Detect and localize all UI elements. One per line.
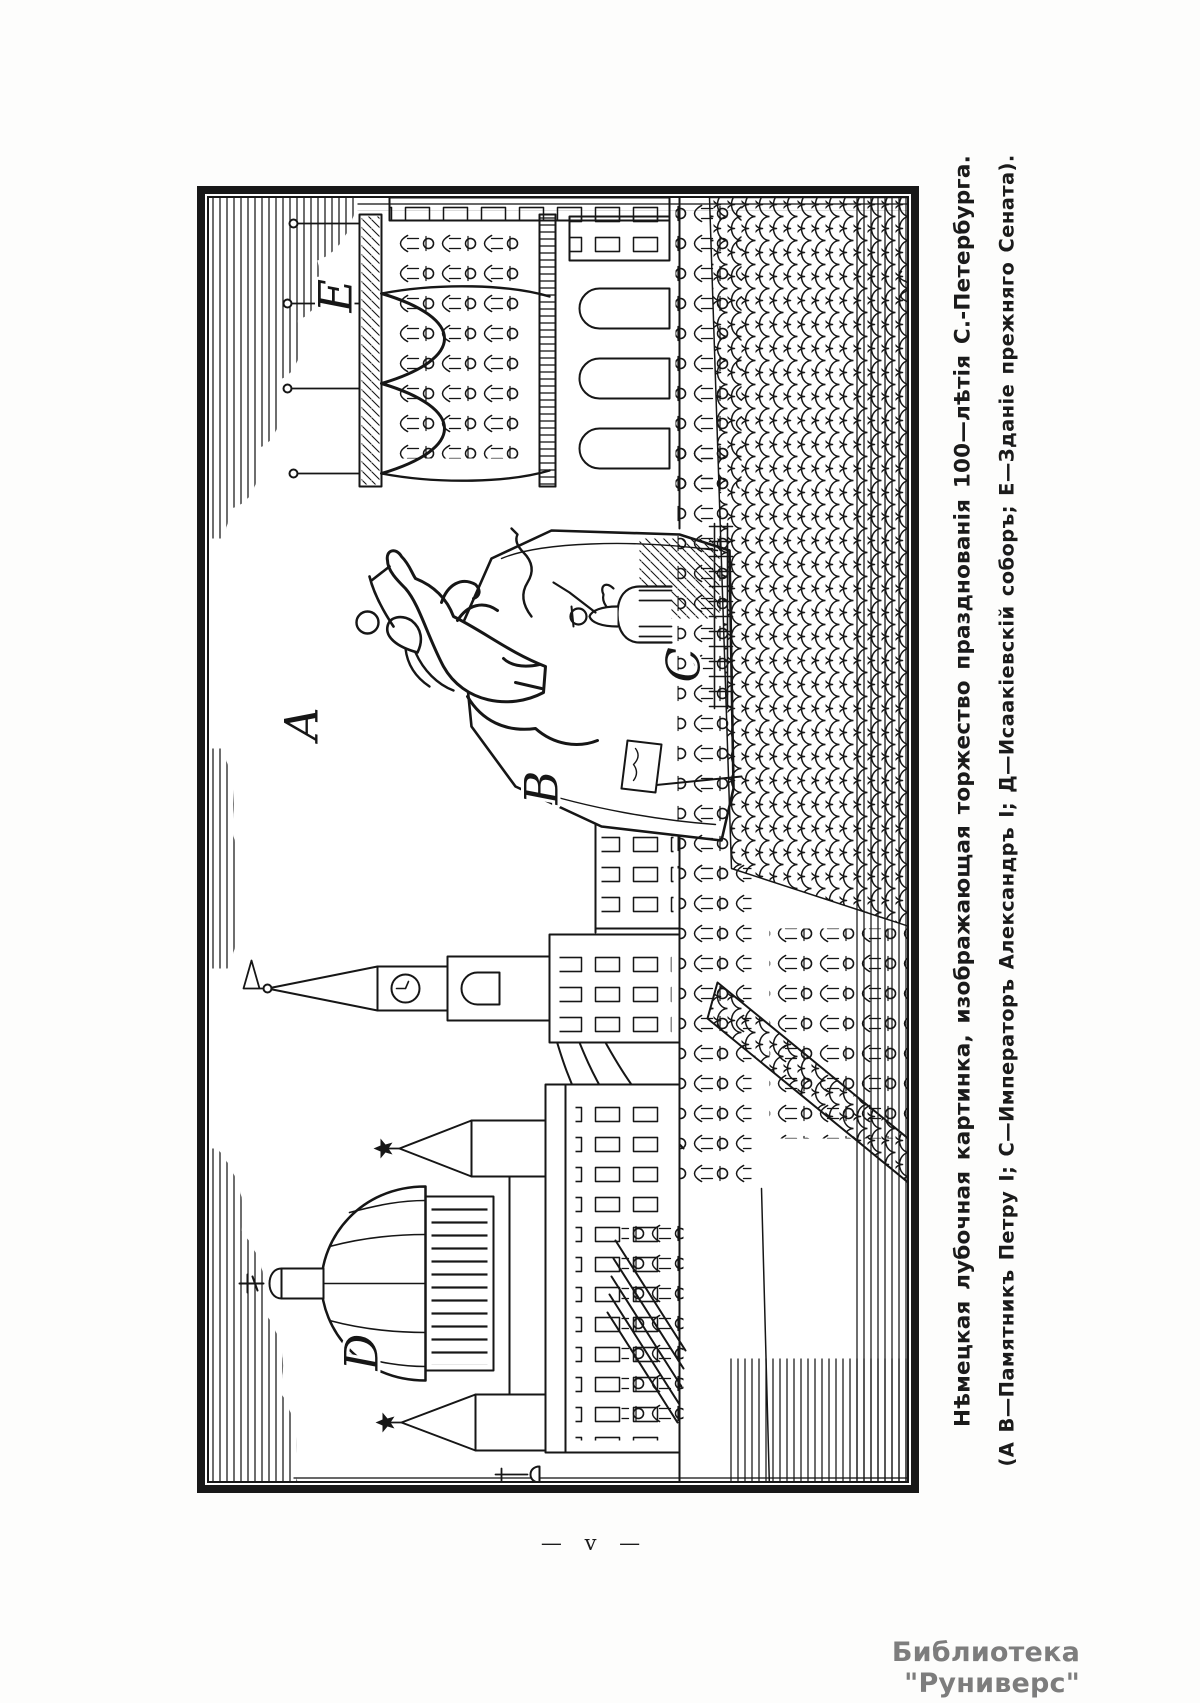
caption-line-2: (А В—Памятникъ Петру I; С—Императоръ Александръ I; Д—Исаакіевскій соборъ; Е—Зданіе прежняго Сената).: [995, 154, 1019, 1467]
plate-label-c: C: [656, 647, 711, 683]
plate-inner-frame: [207, 196, 909, 1483]
plate-label-a: A: [274, 707, 329, 741]
page-number: — v —: [540, 1531, 642, 1555]
plate-label-e: E: [308, 278, 363, 313]
woodcut-illustration: [210, 198, 910, 1484]
plate-label-b: B: [514, 770, 569, 805]
caption-line-1: Нѣмецкая лубочная картинка, изображающая торжество празднованія 100—лѣтія С.-Петербурга.: [950, 155, 976, 1427]
runivers-watermark: Библиотека "Руниверс": [891, 1637, 1080, 1699]
crowd: [676, 198, 910, 1189]
plate-label-d: D: [334, 1333, 389, 1371]
engraving-plate: [197, 186, 919, 1493]
rider-head: [357, 612, 379, 634]
